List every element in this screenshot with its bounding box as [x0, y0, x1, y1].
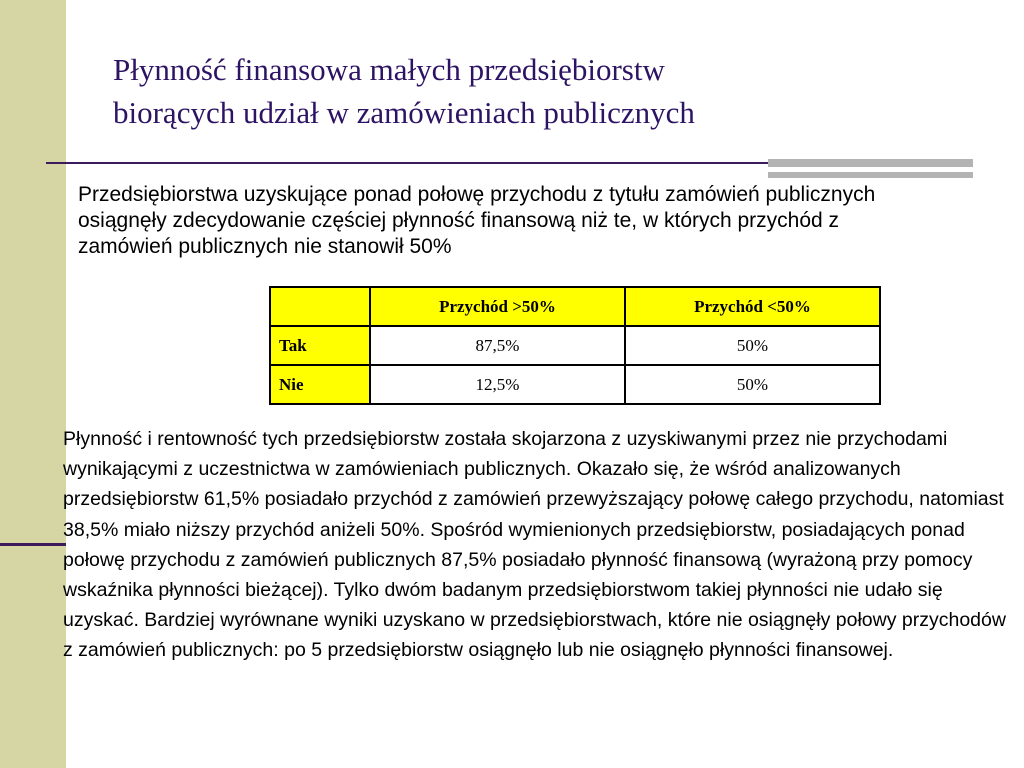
table-cell: 50% [625, 326, 880, 365]
table-header-row [270, 287, 880, 326]
slide-title-line-2: biorących udział w zamówieniach publicznych [113, 95, 695, 130]
table-cell: 12,5% [370, 365, 625, 404]
left-accent-line [0, 543, 66, 546]
title-divider-accent-top [768, 159, 973, 167]
table-cell: 87,5% [370, 326, 625, 365]
table-row [270, 365, 880, 404]
table-row-label: Nie [270, 365, 370, 404]
slide-title-line-1: Płynność finansowa małych przedsiębiorstw [113, 52, 665, 87]
intro-paragraph: Przedsiębiorstwa uzyskujące ponad połowę przychodu z tytułu zamówień publicznych osiągnęły zdecydowanie częściej płynność finansową niż te, w których przychód z zamówień publicznych nie stanowił 50% [78, 183, 876, 258]
table-header-cell: Przychód >50% [370, 287, 625, 326]
table-header-cell: Przychód <50% [625, 287, 880, 326]
table-cell: 50% [625, 365, 880, 404]
body-paragraph: Płynność i rentowność tych przedsiębiorstw została skojarzona z uzyskiwanymi przez nie przychodami wynikającymi z uczestnictwa w zamówieniach publicznych. Okazało się, że wśród analizowanych przedsiębiorstw 61,5% posiadało przychód z zamówień przewyższający połowę całego przychodu, natomiast 38,5% miało niższy przychód aniżeli 50%. Spośród wymienionych przedsiębiorstw, posiadających ponad połowę przychodu z zamówień publicznych 87,5% posiadało płynność finansową (wyrażoną przy pomocy wskaźnika płynności bieżącej). Tylko dwóm badanym przedsiębiorstwom takiej płynności nie udało się uzyskać. Bardziej wyrównane wyniki uzyskano w przedsiębiorstwach, które nie osiągnęły połowy przychodów z zamówień publicznych: po 5 przedsiębiorstw osiągnęło lub nie osiągnęło płynności finansowej. [63, 428, 1006, 662]
table-header-cell-empty [270, 287, 370, 326]
table-row-label: Tak [270, 326, 370, 365]
table-row [270, 326, 880, 365]
left-decorative-band [0, 0, 66, 768]
liquidity-table [269, 286, 881, 405]
title-divider-accent-bottom [768, 172, 973, 178]
slide-title [113, 48, 993, 134]
